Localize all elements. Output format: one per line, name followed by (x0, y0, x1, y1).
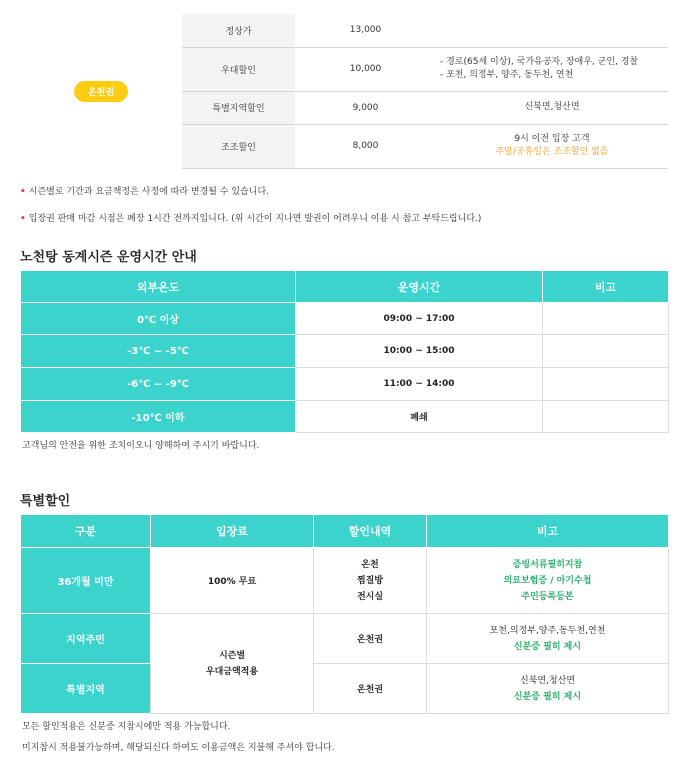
section-title-winter: 노천탕 동계시즌 운영시간 안내 (20, 250, 197, 265)
section-title-special: 특별할인 (20, 494, 71, 509)
hours-cell: 10:00 ~ 15:00 (296, 335, 543, 368)
note-line: 포천,의정부,양주,동두천,연천 (489, 625, 606, 636)
winter-hours-table (20, 270, 669, 433)
price-type: 조조할인 (182, 124, 295, 168)
col-header: 비고 (427, 515, 669, 548)
fee-cell (151, 614, 314, 714)
col-header: 구분 (21, 515, 151, 548)
detail-cell (314, 548, 427, 614)
note-line: 9시 이전 입장 고객 (514, 134, 590, 144)
price-note (436, 14, 668, 47)
price-table (20, 14, 668, 169)
price-value: 8,000 (295, 124, 436, 168)
note-line: - 경로(65세 이상), 국가유공자, 장애우, 군인, 경찰 (440, 57, 639, 67)
note-line: 신북면,청산면 (519, 675, 576, 686)
col-header: 외부온도 (21, 271, 296, 303)
hours-cell: 11:00 ~ 14:00 (296, 368, 543, 401)
hours-cell: 09:00 ~ 17:00 (296, 303, 543, 335)
note-line: 의료보험증 / 아기수첩 (503, 575, 592, 586)
temperature-cell: -10℃ 이하 (21, 401, 296, 433)
category-cell: 36개월 미만 (21, 548, 151, 614)
special-footnote: 모든 할인적용은 신분증 지참시에만 적용 가능합니다. (22, 722, 231, 732)
col-header: 입장료 (151, 515, 314, 548)
temperature-cell: -6℃ ~ -9℃ (21, 368, 296, 401)
detail-cell: 온천권 (314, 664, 427, 714)
note-line: - 포천, 의정부, 양주, 동두천, 연천 (440, 70, 574, 80)
notice-text: 시즌별로 기간과 요금책정은 사정에 따라 변경될 수 있습니다. (28, 187, 270, 197)
note-cell (543, 303, 669, 335)
price-type: 특별지역할인 (182, 91, 295, 124)
hours-cell: 폐쇄 (296, 401, 543, 433)
detail-cell: 온천권 (314, 614, 427, 664)
price-value: 13,000 (349, 25, 382, 36)
price-type: 우대할인 (182, 47, 295, 91)
note-cell (543, 368, 669, 401)
detail-line: 온천 (361, 559, 379, 570)
note-line: 주민등록등본 (521, 591, 574, 602)
category-cell: 특별지역 (21, 664, 151, 714)
note-line: 신분증 필히 제시 (513, 691, 582, 702)
notice-item (20, 211, 481, 224)
fee-line: 우대금액적용 (205, 666, 259, 677)
note-line-warning: 주말/공휴일은 조조할인 없음 (495, 147, 609, 157)
winter-footnote: 고객님의 안전을 위한 조치이오니 양해하여 주시기 바랍니다. (22, 441, 260, 451)
note-cell (427, 614, 669, 664)
ticket-type-cell (20, 14, 182, 168)
price-note (436, 91, 668, 124)
note-cell (543, 335, 669, 368)
detail-line: 찜질방 (356, 575, 384, 586)
category-cell: 지역주민 (21, 614, 151, 664)
fee-cell: 100% 무료 (151, 548, 314, 614)
temperature-cell: 0℃ 이상 (21, 303, 296, 335)
note-cell (543, 401, 669, 433)
price-type: 정상가 (182, 14, 295, 47)
detail-line: 전시실 (356, 591, 384, 602)
note-cell (427, 548, 669, 614)
note-cell (427, 664, 669, 714)
special-footnote: 미지참시 적용불가능하며, 해당되신다 하여도 이용금액은 지불해 주셔야 합니다. (22, 743, 335, 753)
note-line: 증빙서류필히지참 (512, 559, 583, 570)
temperature-cell: -3℃ ~ -5℃ (21, 335, 296, 368)
ticket-badge: 온천권 (74, 81, 128, 102)
bullet-dot-icon: • (20, 214, 26, 224)
note-line: 신북면,청산면 (524, 102, 580, 112)
fee-line: 시즌별 (218, 650, 246, 661)
notice-item (20, 184, 269, 197)
price-note (436, 124, 668, 168)
col-header: 할인내역 (314, 515, 427, 548)
bullet-dot-icon: • (20, 187, 26, 197)
price-value: 9,000 (295, 91, 436, 124)
col-header: 비고 (543, 271, 669, 303)
notice-text: 입장권 판매 마감 시점은 폐장 1시간 전까지입니다. (위 시간이 지나면 발권이 어려우니 이용 시 참고 부탁드립니다.) (28, 214, 482, 224)
col-header: 운영시간 (296, 271, 543, 303)
special-discount-table (20, 514, 669, 714)
note-line: 신분증 필히 제시 (513, 641, 582, 652)
price-value: 10,000 (295, 47, 436, 91)
price-note (436, 47, 668, 91)
